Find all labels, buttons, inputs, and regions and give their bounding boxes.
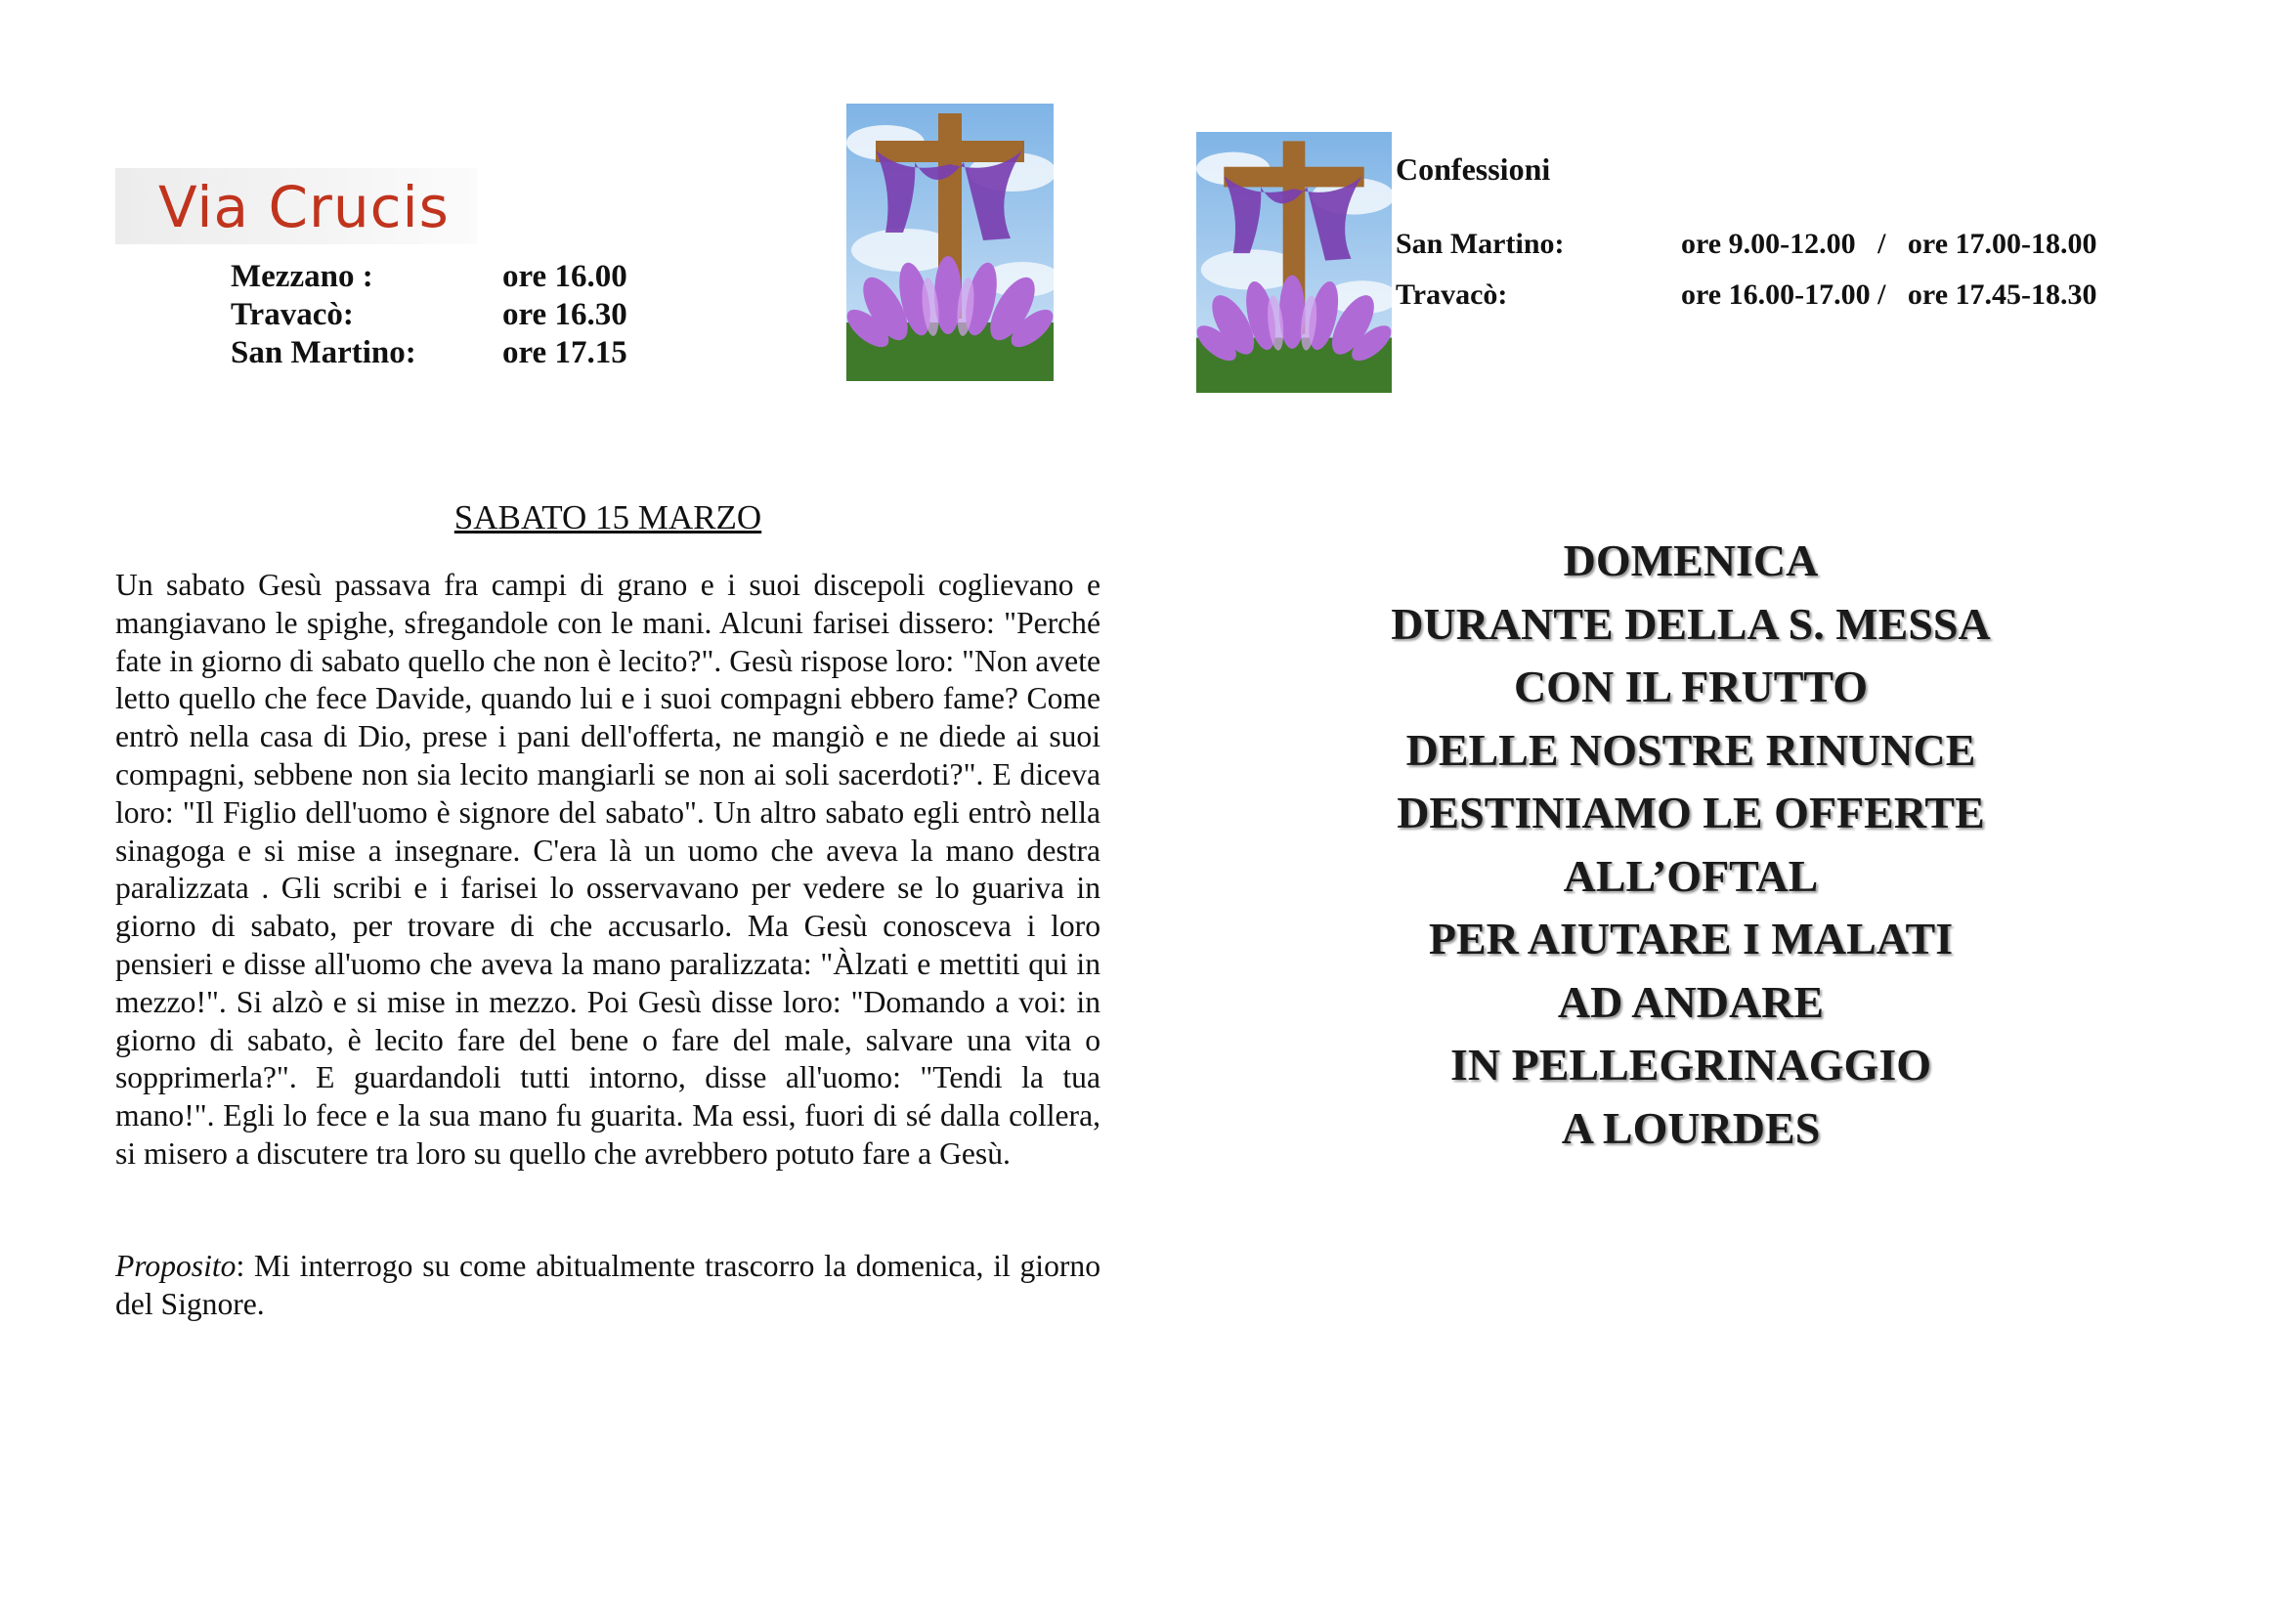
cross-image-2 xyxy=(1196,132,1392,393)
via-crucis-row-travaco xyxy=(231,295,627,334)
via-crucis-logo xyxy=(115,168,477,244)
announcement-line: ALL’OFTAL xyxy=(1563,850,1819,901)
gospel-text: Un sabato Gesù passava fra campi di grano e i suoi discepoli coglievano e mangiavano le spighe, sfregandole con le mani. Alcuni farisei dissero: "Perché fate in giorno di sabato quello che non è lecito?". Gesù rispose loro: "Non avete letto quello che fece Davide, quando lui e i suoi compagni ebbero fame? Come entrò nella casa di Dio, prese i pani dell'offerta, ne mangiò e ne diede ai suoi compagni, sebbene non sia lecito mangiarli se non ai soli sacerdoti?". E diceva loro: "Il Figlio dell'uomo è signore del sabato". Un altro sabato egli entrò nella sinagoga e si mise a insegnare. C'era là un uomo che aveva la mano destra paralizzata . Gli scribi e i farisei lo osservavano per vedere se lo guariva in giorno di sabato, per trovare di che accusarlo. Ma Gesù conosceva i loro pensieri e disse all'uomo che aveva la mano paralizzata: "Àlzati e mettiti qui in mezzo!". Si alzò e si mise in mezzo. Poi Gesù disse loro: "Domando a voi: in giorno di sabato, è lecito fare del bene o fare del male, salvare una vita o sopprimerla?". E guardandoli tutti intorno, disse all'uomo: "Tendi la tua mano!". Egli lo fece e la sua mano fu guarita. Ma essi, fuori di sé dalla collera, si misero a discutere tra loro su quello che avrebbero potuto fare a Gesù. xyxy=(115,568,1100,1171)
proposito-label: Proposito xyxy=(115,1249,237,1283)
confessioni-place: San Martino: xyxy=(1396,228,1565,260)
via-crucis-place: Mezzano : xyxy=(231,259,373,294)
cross-image-1 xyxy=(846,104,1054,381)
proposito-text: : Mi interrogo su come abitualmente trascorro la domenica, il giorno del Signore. xyxy=(115,1249,1100,1321)
proposito-paragraph xyxy=(115,1247,1100,1323)
via-crucis-row-san-martino xyxy=(231,333,627,372)
via-crucis-time: ore 16.30 xyxy=(502,297,627,332)
announcement-line: A LOURDES xyxy=(1561,1102,1821,1153)
announcement-line: AD ANDARE xyxy=(1557,976,1825,1027)
via-crucis-place: San Martino: xyxy=(231,335,416,370)
via-crucis-place: Travacò: xyxy=(231,297,354,332)
announcement-line: DURANTE DELLA S. MESSA xyxy=(1391,598,1991,649)
via-crucis-time: ore 17.15 xyxy=(502,335,627,370)
via-crucis-row-mezzano xyxy=(231,257,627,296)
announcement-line: DOMENICA xyxy=(1563,535,1819,585)
cross-icon xyxy=(1196,132,1392,393)
announcement-line: IN PELLEGRINAGGIO xyxy=(1449,1040,1932,1090)
sabato-heading: SABATO 15 MARZO xyxy=(453,498,762,536)
announcement-block xyxy=(1300,530,2082,1160)
announcement-line: PER AIUTARE I MALATI xyxy=(1428,914,1954,963)
confessioni-place: Travacò: xyxy=(1396,278,1508,311)
via-crucis-logo-text: Via Crucis xyxy=(158,174,450,240)
confessioni-title: Confessioni xyxy=(1396,151,1551,187)
cross-icon xyxy=(846,104,1054,381)
announcement-line: DELLE NOSTRE RINUNCE xyxy=(1405,724,1976,775)
via-crucis-time: ore 16.00 xyxy=(502,259,627,294)
announcement-line: DESTINIAMO LE OFFERTE xyxy=(1397,788,1985,837)
confessioni-times: ore 9.00-12.00 / ore 17.00-18.00 xyxy=(1681,228,2097,260)
announcement-line: CON IL FRUTTO xyxy=(1513,662,1869,711)
confessioni-times: ore 16.00-17.00 / ore 17.45-18.30 xyxy=(1681,278,2097,311)
